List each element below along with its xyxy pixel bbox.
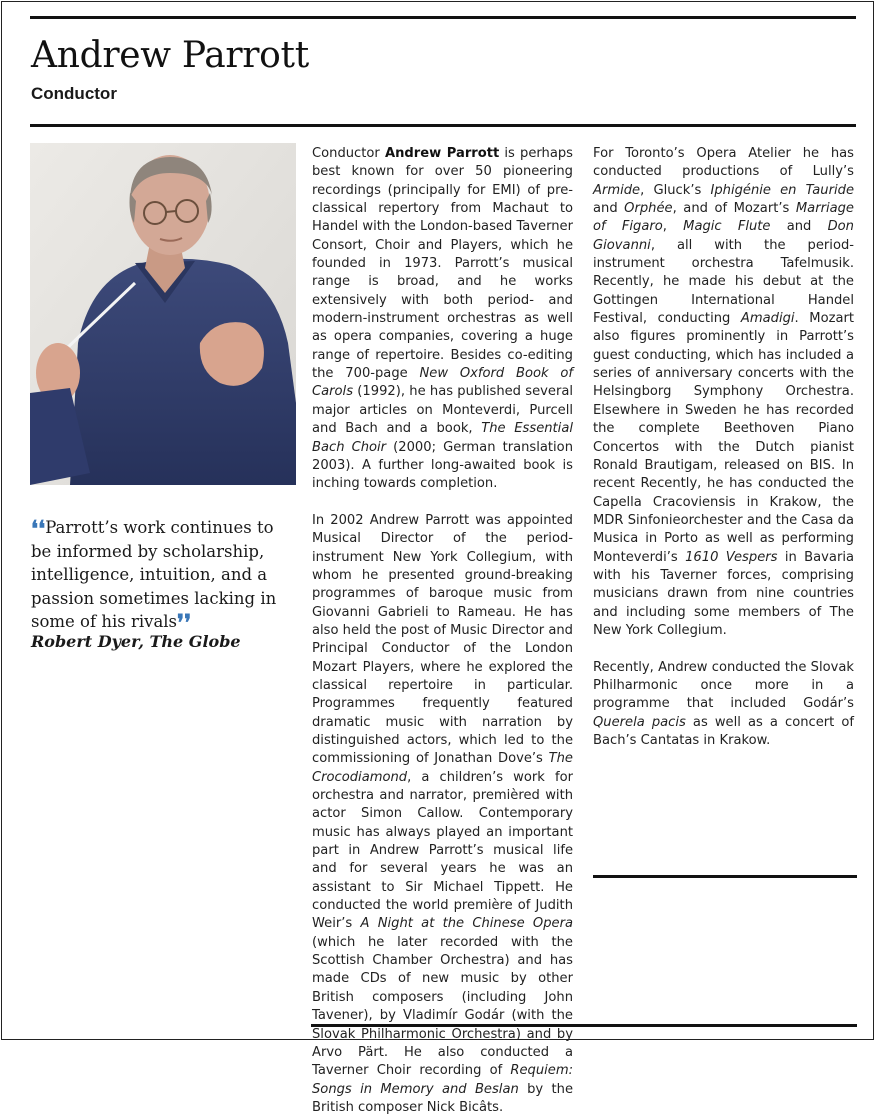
work-title: Don Giovanni (593, 219, 854, 253)
bio-paragraph-2 (312, 512, 573, 1117)
bio-column-left (312, 145, 573, 1117)
bio-text: (2000; German translation 2003). A further long-awaited book is inching towards completion. (312, 439, 573, 492)
conductor-photo (30, 143, 296, 485)
bio-text: by the British composer Nick Bicâts. (312, 1081, 573, 1115)
page-title: Andrew Parrott (31, 35, 309, 76)
close-quote-icon: ❜❜ (177, 610, 192, 636)
bio-text: . Mozart also figures prominently in Parrott’s guest conducting, which has included a series of anniversary concerts with the Helsingborg Symphony Orchestra. Elsewhere in Sweden he has recorded the complete Beethoven Piano Concertos with the Dutch pianist Ronald Brautigam, released on BIS. In recent Recently, he has conducted the Capella Cracoviensis in Krakow, the MDR Sinfonieorchester and the Casa da Musica in Porto as well as performing Monteverdi’s (593, 311, 855, 565)
work-title: 1610 Vespers (685, 549, 778, 565)
bio-text: (which he later recorded with the Scottish Chamber Orchestra) and has made CDs of new music by other British composers (including John Tavener), by Vladimír Godár (with the Slovak Philharmonic Orchestra) and by Arvo Pärt. He also conducted a Taverner Choir recording of (312, 934, 573, 1079)
bio-text: , all with the period-instrument orchestra Tafelmusik. Recently, he made his debut at the Gottingen International Handel Festival, conducting (593, 237, 854, 327)
page-subtitle: Conductor (31, 84, 117, 103)
open-quote-icon: ❛❛ (31, 516, 46, 542)
right-column-end-rule (593, 875, 857, 878)
work-title: A Night at the Chinese Opera (360, 916, 574, 932)
bio-text: , (662, 219, 684, 235)
quote-attribution: Robert Dyer, The Globe (31, 632, 241, 651)
bio-paragraph-1 (312, 145, 573, 494)
bio-text: , a children’s work for orchestra and narrator, premièred with actor Simon Callow. Contemporary music has always played an important part in Andrew Parrott’s musical life and for several years he was an assistant to Sir Michael Tippett. He conducted the world première of Judith Weir’s (312, 769, 573, 932)
bio-text: and (593, 201, 625, 217)
header-rule (30, 124, 856, 127)
bio-text: Recently, Andrew conducted the Slovak Philharmonic once more in a programme that included Godár’s (593, 659, 854, 712)
work-title: Amadigi (740, 311, 795, 327)
bio-text: , and of Mozart’s (672, 201, 796, 217)
bio-text: (1992), he has published several major articles on Monteverdi, Purcell and Bach and a book, (312, 384, 573, 437)
bio-column-right (593, 145, 854, 750)
work-title: Iphigénie en Tauride (710, 182, 854, 198)
work-title: Armide (593, 182, 641, 198)
bio-text: and (770, 219, 828, 235)
work-title: Marriage of Figaro (593, 201, 854, 235)
bio-text: Conductor (312, 146, 385, 161)
work-title: Orphée (624, 201, 673, 217)
bio-text: is perhaps best known for over 50 pioneering recordings (principally for EMI) of pre-classical repertory from Machaut to Handel with the London-based Taverner Consort, Choir and Players, which he founded in 1973. Parrott’s musical range is broad, and he works extensively with both period- and modern-instrument orchestras as well as opera companies, covering a huge range of repertoire. Besides co-editing the 700-page (312, 146, 573, 382)
bio-text: In 2002 Andrew Parrott was appointed Musical Director of the period-instrument New York Collegium, with whom he presented ground-breaking programmes of baroque music from Giovanni Gabrieli to Rameau. He has also held the post of Music Director and Principal Conductor of the London Mozart Players, where he explored the classical repertoire in particular. Programmes frequently featured dramatic music with narration by distinguished actors, which led to the commissioning of Jonathan Dove’s (312, 512, 573, 767)
work-title: Magic Flute (683, 219, 771, 235)
bio-paragraph-4 (593, 659, 854, 751)
portrait-image (30, 143, 296, 485)
book-title: The Essential Bach Choir (312, 421, 573, 455)
bio-text: as well as a concert of Bach’s Cantatas in Krakow. (593, 714, 854, 748)
bio-paragraph-3 (593, 145, 854, 640)
bio-name-bold: Andrew Parrott (384, 146, 500, 161)
bio-text: , Gluck’s (640, 182, 711, 198)
quote-text: Parrott’s work continues to be informed by scholarship, intelligence, intuition, and a passion sometimes lacking in some of his rivals (31, 518, 277, 631)
pull-quote (31, 516, 293, 634)
work-title: Requiem: Songs in Memory and Beslan (312, 1063, 573, 1097)
top-rule (30, 16, 856, 19)
bio-text: in Bavaria with his Taverner forces, comprising musicians drawn from nine countries and including some members of The New York Collegium. (593, 549, 854, 638)
bio-text: For Toronto’s Opera Atelier he has conducted productions of Lully’s (593, 146, 854, 180)
work-title: Querela pacis (593, 714, 686, 730)
work-title: The Crocodiamond (312, 751, 573, 785)
book-title: New Oxford Book of Carols (312, 366, 574, 400)
